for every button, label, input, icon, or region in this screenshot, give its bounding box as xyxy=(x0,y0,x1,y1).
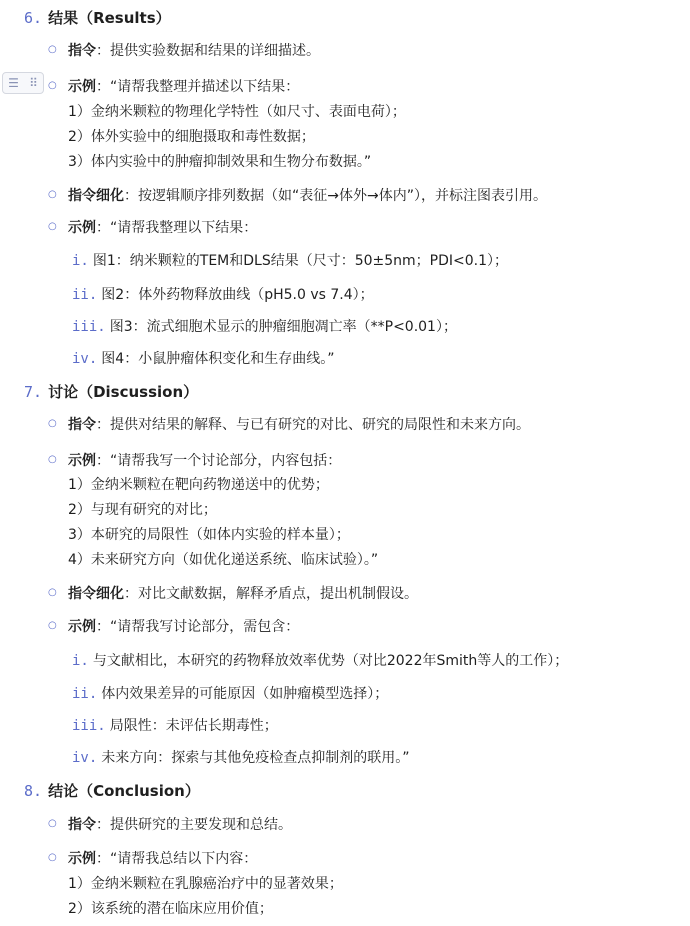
list-item xyxy=(68,616,299,636)
roman-text: 体内效果差异的可能原因（如肿瘤模型选择）； xyxy=(101,686,389,702)
list-item xyxy=(68,217,257,237)
bullet-icon: ○ xyxy=(48,454,57,465)
bullet-label: 示例 xyxy=(68,220,96,236)
sub-line: 1）金纳米颗粒在靶向药物递送中的优势； xyxy=(68,477,329,493)
roman-numeral: ii. xyxy=(72,686,98,702)
list-item xyxy=(68,450,341,470)
bullet-text: ：对比文献数据，解释矛盾点，提出机制假设。 xyxy=(124,586,418,602)
bullet-text: ：“请帮我写一个讨论部分，内容包括： xyxy=(96,453,342,469)
bullet-icon: ○ xyxy=(48,221,57,232)
roman-text: 图1：纳米颗粒的TEM和DLS结果（尺寸：50±5nm；PDI<0.1）； xyxy=(92,253,509,269)
roman-numeral: i. xyxy=(72,653,89,669)
sub-line: 1）金纳米颗粒的物理化学特性（如尺寸、表面电荷）； xyxy=(68,104,406,120)
bullet-label: 示例 xyxy=(68,79,96,95)
roman-numeral: iii. xyxy=(72,718,106,734)
bullet-label: 示例 xyxy=(68,619,96,635)
list-item xyxy=(68,848,257,868)
roman-item xyxy=(72,747,410,767)
roman-text: 与文献相比，本研究的药物释放效率优势（对比2022年Smith等人的工作）； xyxy=(92,653,569,669)
roman-item xyxy=(72,316,457,336)
bullet-icon: ○ xyxy=(48,418,57,429)
roman-numeral: ii. xyxy=(72,287,98,303)
sub-line: 2）体外实验中的细胞摄取和毒性数据； xyxy=(68,129,315,145)
roman-text: 局限性：未评估长期毒性； xyxy=(109,718,278,734)
section-heading-discussion xyxy=(24,381,198,402)
sub-line: 2）该系统的潜在临床应用价值； xyxy=(68,901,273,917)
roman-item xyxy=(72,650,568,670)
sub-line: 3）本研究的局限性（如体内实验的样本量）； xyxy=(68,527,350,543)
bullet-label: 指令细化 xyxy=(68,586,124,602)
list-icon[interactable]: ☰ xyxy=(8,76,19,90)
roman-text: 图3：流式细胞术显示的肿瘤细胞凋亡率（**P<0.01）； xyxy=(109,319,457,335)
bullet-text: ：提供对结果的解释、与已有研究的对比、研究的局限性和未来方向。 xyxy=(96,417,530,433)
section-number: 6. xyxy=(24,9,43,27)
bullet-icon: ○ xyxy=(48,44,57,55)
bullet-text: ：提供研究的主要发现和总结。 xyxy=(96,817,292,833)
bullet-text: ：提供实验数据和结果的详细描述。 xyxy=(96,43,320,59)
bullet-label: 指令 xyxy=(68,817,96,833)
roman-text: 图4：小鼠肿瘤体积变化和生存曲线。” xyxy=(101,351,335,367)
bullet-icon: ○ xyxy=(48,852,57,863)
bullet-text: ：“请帮我整理以下结果： xyxy=(96,220,258,236)
bullet-text: ：“请帮我总结以下内容： xyxy=(96,851,258,867)
roman-item xyxy=(72,250,508,270)
bullet-label: 指令 xyxy=(68,43,96,59)
sub-line: 3）体内实验中的肿瘤抑制效果和生物分布数据。” xyxy=(68,154,372,170)
section-heading-results xyxy=(24,7,171,28)
bullet-icon: ○ xyxy=(48,189,57,200)
roman-item xyxy=(72,683,388,703)
section-number: 8. xyxy=(24,782,43,800)
roman-item xyxy=(72,348,334,368)
roman-numeral: iv. xyxy=(72,750,98,766)
bullet-label: 示例 xyxy=(68,851,96,867)
roman-item xyxy=(72,284,374,304)
bullet-label: 指令细化 xyxy=(68,188,124,204)
bullet-icon: ○ xyxy=(48,80,57,91)
section-title: 讨论（Discussion） xyxy=(48,383,199,401)
section-heading-conclusion xyxy=(24,780,200,801)
roman-item xyxy=(72,715,278,735)
bullet-icon: ○ xyxy=(48,620,57,631)
list-item xyxy=(68,414,530,434)
list-item xyxy=(68,40,320,60)
list-item xyxy=(68,76,299,96)
drag-icon[interactable]: ⠿ xyxy=(29,76,38,90)
bullet-label: 示例 xyxy=(68,453,96,469)
roman-numeral: iv. xyxy=(72,351,98,367)
roman-numeral: iii. xyxy=(72,319,106,335)
bullet-label: 指令 xyxy=(68,417,96,433)
section-title: 结论（Conclusion） xyxy=(48,782,200,800)
section-number: 7. xyxy=(24,383,43,401)
block-drag-handle[interactable] xyxy=(2,72,44,94)
bullet-icon: ○ xyxy=(48,818,57,829)
bullet-text: ：按逻辑顺序排列数据（如“表征→体外→体内”），并标注图表引用。 xyxy=(124,188,547,204)
section-title: 结果（Results） xyxy=(48,9,171,27)
bullet-icon: ○ xyxy=(48,587,57,598)
bullet-text: ：“请帮我整理并描述以下结果： xyxy=(96,79,300,95)
bullet-text: ：“请帮我写讨论部分，需包含： xyxy=(96,619,300,635)
roman-text: 未来方向：探索与其他免疫检查点抑制剂的联用。” xyxy=(101,750,410,766)
list-item xyxy=(68,583,418,603)
sub-line: 2）与现有研究的对比； xyxy=(68,502,217,518)
sub-line: 1）金纳米颗粒在乳腺癌治疗中的显著效果； xyxy=(68,876,343,892)
roman-text: 图2：体外药物释放曲线（pH5.0 vs 7.4）； xyxy=(101,287,374,303)
sub-line: 4）未来研究方向（如优化递送系统、临床试验）。” xyxy=(68,552,379,568)
list-item xyxy=(68,185,547,205)
list-item xyxy=(68,814,292,834)
roman-numeral: i. xyxy=(72,253,89,269)
